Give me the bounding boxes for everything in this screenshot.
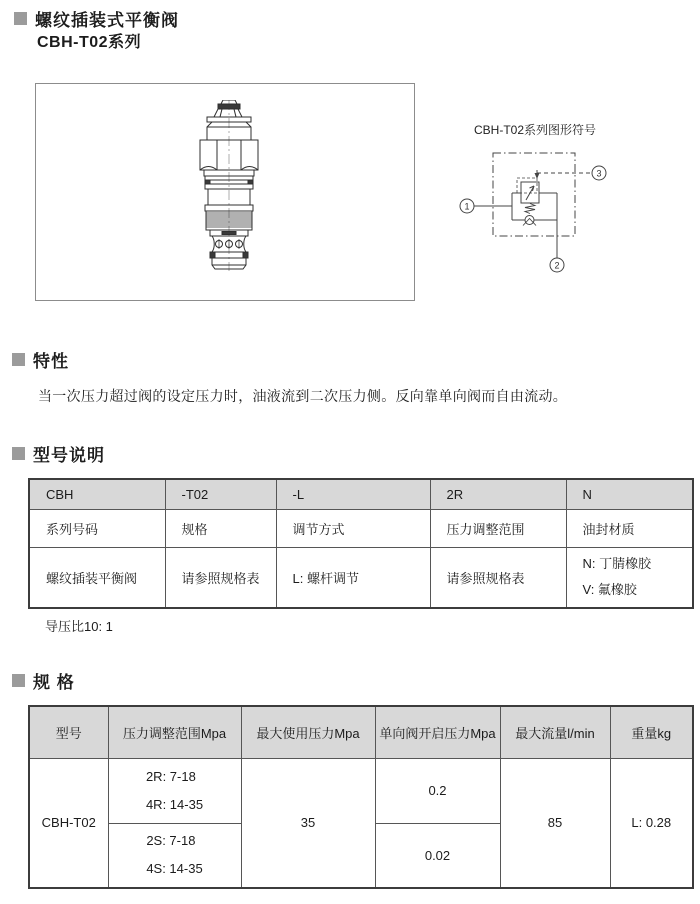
spec-bullet-square <box>12 674 25 687</box>
features-bullet-square <box>12 353 25 366</box>
seal-option: N: 丁腈橡胶 <box>582 556 652 572</box>
model-section-heading <box>12 441 105 466</box>
model-label-row <box>29 509 693 547</box>
port-1-label <box>460 199 474 213</box>
model-value-cell: L: 螺杆调节 <box>276 547 430 608</box>
svg-text:1: 1 <box>464 201 470 212</box>
model-code-cell: 2R <box>430 479 566 509</box>
model-value-cell: 请参照规格表 <box>165 547 276 608</box>
model-label-cell: 油封材质 <box>566 509 693 547</box>
spec-weight-cell: L: 0.28 <box>610 758 693 888</box>
spec-header-cell: 最大流量l/min <box>500 706 610 758</box>
title-bullet-square <box>14 12 27 25</box>
model-code-cell: -L <box>276 479 430 509</box>
seal-option: V: 氟橡胶 <box>582 582 637 598</box>
valve-drawing <box>184 100 274 272</box>
spec-model-cell: CBH-T02 <box>29 758 108 888</box>
valve-locknut <box>218 104 240 109</box>
model-label-cell: 系列号码 <box>29 509 165 547</box>
port-3-label <box>592 166 606 180</box>
hydraulic-symbol <box>440 140 665 280</box>
model-code-cell: CBH <box>29 479 165 509</box>
spec-header-cell: 单向阀开启压力Mpa <box>375 706 500 758</box>
page-title <box>14 6 179 31</box>
valve-small-hex <box>214 109 242 117</box>
spring-zigzag <box>525 204 535 214</box>
symbol-title: CBH-T02系列图形符号 <box>474 123 597 137</box>
spec-max-pressure-cell: 35 <box>241 758 375 888</box>
model-label-cell: 压力调整范围 <box>430 509 566 547</box>
pilot-ratio-note: 导压比10: 1 <box>45 619 113 634</box>
spec-header-cell: 最大使用压力Mpa <box>241 706 375 758</box>
valve-cross-holes <box>216 239 243 249</box>
model-designation-table <box>28 478 694 609</box>
spec-max-flow-cell: 85 <box>500 758 610 888</box>
pilot-arrow <box>535 173 540 179</box>
seal-options-cell <box>566 547 693 608</box>
model-code-row <box>29 479 693 509</box>
specifications-table <box>28 705 694 889</box>
features-description: 当一次压力超过阀的设定压力时，油液流到二次压力侧。反向靠单向阀而自由流动。 <box>38 388 568 404</box>
model-value-row <box>29 547 693 608</box>
spec-header-cell: 压力调整范围Mpa <box>108 706 241 758</box>
model-label-cell: 调节方式 <box>276 509 430 547</box>
spec-section-heading <box>12 668 75 693</box>
spec-header-cell: 型号 <box>29 706 108 758</box>
model-bullet-square <box>12 447 25 460</box>
features-heading-text: 特性 <box>33 352 69 371</box>
svg-text:2: 2 <box>554 260 560 271</box>
page-title-text: 螺纹插装式平衡阀 <box>35 11 179 30</box>
check-valve-ball <box>525 216 534 225</box>
svg-text:3: 3 <box>596 168 602 179</box>
spec-header-cell: 重量kg <box>610 706 693 758</box>
port-2-label <box>550 258 564 272</box>
model-value-cell: 请参照规格表 <box>430 547 566 608</box>
range-line: 4R: 14-35 <box>145 796 204 812</box>
spec-heading-text: 规 格 <box>33 673 75 692</box>
spec-range-bottom-cell <box>108 823 241 888</box>
spec-row-top <box>29 758 693 823</box>
page-subtitle: CBH-T02系列 <box>37 34 142 51</box>
model-heading-text: 型号说明 <box>33 446 105 465</box>
model-code-cell: N <box>566 479 693 509</box>
spec-range-top-cell <box>108 758 241 823</box>
spec-header-row <box>29 706 693 758</box>
spec-check-open-top-cell: 0.2 <box>375 758 500 823</box>
spec-check-open-bottom-cell: 0.02 <box>375 823 500 888</box>
features-heading <box>12 347 69 372</box>
product-drawing-panel <box>35 83 415 301</box>
range-line: 2R: 7-18 <box>145 768 196 784</box>
range-line: 4S: 14-35 <box>146 861 203 877</box>
range-line: 2S: 7-18 <box>146 833 196 849</box>
model-value-cell: 螺纹插装平衡阀 <box>29 547 165 608</box>
model-code-cell: -T02 <box>165 479 276 509</box>
model-label-cell: 规格 <box>165 509 276 547</box>
